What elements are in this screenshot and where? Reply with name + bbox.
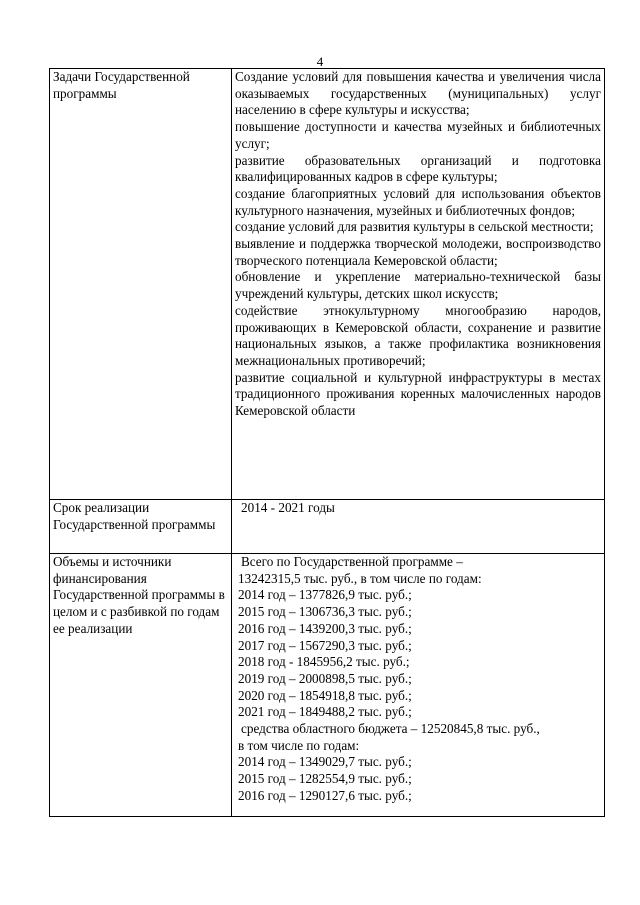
funding-details <box>232 554 605 817</box>
funding-year-line: 2021 год – 1849488,2 тыс. руб.; <box>238 704 412 720</box>
list-item: обновление и укрепление материально-технической базы учреждений культуры, детских школ искусств; <box>235 269 601 302</box>
table-row <box>50 554 605 817</box>
list-item: выявление и поддержка творческой молодежи, воспроизводство творческого потенциала Кемеровской области; <box>235 236 601 268</box>
list-item: создание благоприятных условий для использования объектов культурного назначения, музейных и библиотечных фондов; <box>235 185 601 218</box>
regional-year-line: 2015 год – 1282554,9 тыс. руб.; <box>238 771 412 787</box>
list-item: развитие образовательных организаций и подготовка квалифицированных кадров в сфере культуры; <box>235 152 601 185</box>
list-item: содействие этнокультурному многообразию народов, проживающих в Кемеровской области, сохранение и развитие национальных языков, а также профилактика возникновения межнациональных противоречий; <box>235 302 601 368</box>
funding-year-line: 2019 год – 2000898,5 тыс. руб.; <box>238 670 412 686</box>
funding-year-line: 2017 год – 1567290,3 тыс. руб.; <box>238 637 412 653</box>
list-item: повышение доступности и качества музейных и библиотечных услуг; <box>235 119 601 151</box>
list-item: создание условий для развития культуры в сельской местности; <box>235 219 594 235</box>
funding-year-line: 2016 год – 1439200,3 тыс. руб.; <box>238 620 412 636</box>
tasks-list <box>232 69 605 500</box>
term-text: 2014 - 2021 годы <box>241 500 335 515</box>
page-number: 4 <box>316 54 324 69</box>
program-passport-table <box>49 68 605 817</box>
regional-year-line: 2016 год – 1290127,6 тыс. руб.; <box>238 787 412 803</box>
table-row <box>50 500 605 554</box>
regional-year-line: 2014 год – 1349029,7 тыс. руб.; <box>238 754 412 770</box>
regional-budget-line: средства областного бюджета – 12520845,8 тыс. руб., <box>241 721 540 737</box>
funding-year-line: 2014 год – 1377826,9 тыс. руб.; <box>238 587 412 603</box>
funding-total-amount: 13242315,5 тыс. руб., в том числе по годам: <box>238 570 482 586</box>
row-label-funding: Объемы и источники финансирования Государственной программы в целом и с разбивкой по годам ее реализации <box>50 554 232 817</box>
table-row <box>50 69 605 500</box>
row-label-tasks: Задачи Государственной программы <box>50 69 232 500</box>
funding-year-line: 2020 год – 1854918,8 тыс. руб.; <box>238 687 412 703</box>
list-item: развитие социальной и культурной инфраструктуры в местах традиционного проживания коренных малочисленных народов Кемеровской области <box>235 369 601 419</box>
term-value <box>232 500 605 554</box>
funding-year-line: 2018 год - 1845956,2 тыс. руб.; <box>238 654 410 670</box>
list-item: Создание условий для повышения качества и увеличения числа оказываемых государственных (муниципальных) услуг населению в сфере культуры и искусства; <box>235 69 601 118</box>
regional-budget-subline: в том числе по годам: <box>238 737 360 753</box>
funding-total-line: Всего по Государственной программе – <box>241 554 463 569</box>
funding-year-line: 2015 год – 1306736,3 тыс. руб.; <box>238 604 412 620</box>
row-label-term: Срок реализации Государственной программы <box>50 500 232 554</box>
